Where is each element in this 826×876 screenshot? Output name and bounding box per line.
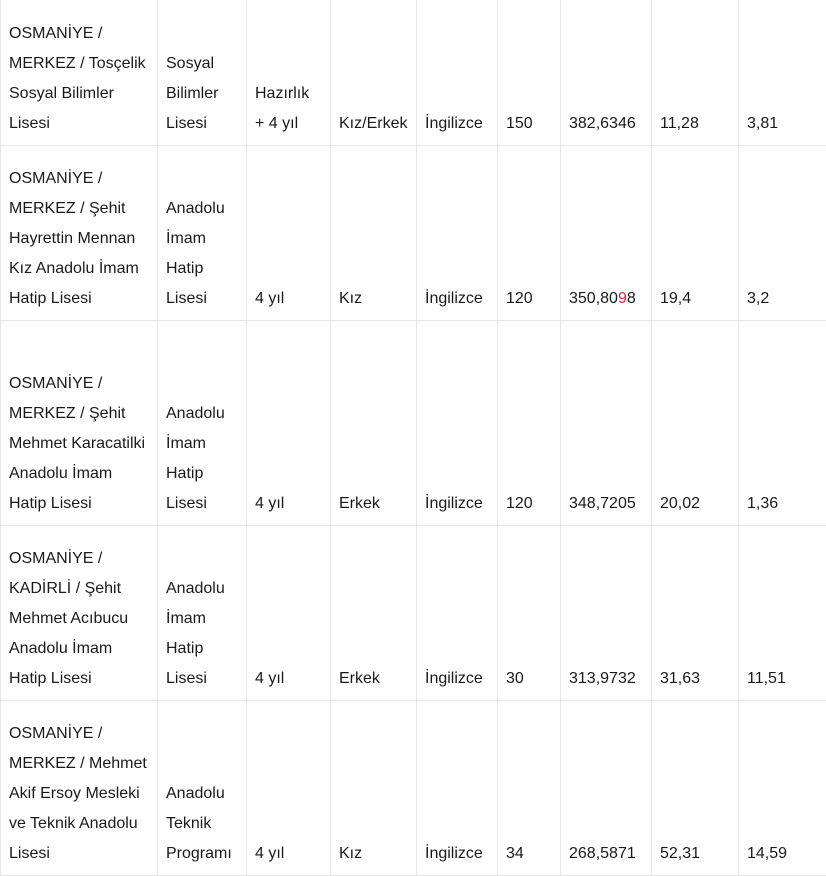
quota-cell: 120 (498, 146, 561, 321)
school-type-cell: Anadolu İmam Hatip Lisesi (158, 146, 247, 321)
ratio-cell: 14,59 (739, 701, 826, 876)
percentile-cell: 31,63 (652, 526, 739, 701)
table-row (1, 0, 826, 146)
table-row (1, 526, 826, 701)
table-row (1, 701, 826, 876)
score-cell: 348,7205 (561, 321, 652, 526)
score-cell (561, 146, 652, 321)
ratio-cell: 1,36 (739, 321, 826, 526)
score-highlight-digit: 9 (618, 290, 627, 307)
percentile-cell: 11,28 (652, 0, 739, 146)
duration-cell: 4 yıl (247, 146, 331, 321)
gender-cell: Kız (331, 701, 417, 876)
score-main: 350,80 (569, 290, 618, 307)
duration-cell: 4 yıl (247, 526, 331, 701)
quota-cell: 30 (498, 526, 561, 701)
score-cell: 268,5871 (561, 701, 652, 876)
percentile-cell: 20,02 (652, 321, 739, 526)
language-cell: İngilizce (417, 146, 498, 321)
school-type-cell: Sosyal Bilimler Lisesi (158, 0, 247, 146)
percentile-cell: 52,31 (652, 701, 739, 876)
score-end: 8 (627, 290, 636, 307)
school-name-cell: OSMANİYE / KADİRLİ / Şehit Mehmet Acıbucu Anadolu İmam Hatip Lisesi (1, 526, 158, 701)
quota-cell: 120 (498, 321, 561, 526)
language-cell: İngilizce (417, 701, 498, 876)
duration-cell: Hazırlık + 4 yıl (247, 0, 331, 146)
school-type-cell: Anadolu İmam Hatip Lisesi (158, 526, 247, 701)
score-cell: 382,6346 (561, 0, 652, 146)
percentile-cell: 19,4 (652, 146, 739, 321)
table-row (1, 321, 826, 526)
quota-cell: 34 (498, 701, 561, 876)
school-name-cell: OSMANİYE / MERKEZ / Şehit Hayrettin Mennan Kız Anadolu İmam Hatip Lisesi (1, 146, 158, 321)
table-row (1, 146, 826, 321)
school-name-cell: OSMANİYE / MERKEZ / Tosçelik Sosyal Bilimler Lisesi (1, 0, 158, 146)
duration-cell: 4 yıl (247, 701, 331, 876)
score-cell: 313,9732 (561, 526, 652, 701)
ratio-cell: 11,51 (739, 526, 826, 701)
school-name-cell: OSMANİYE / MERKEZ / Mehmet Akif Ersoy Mesleki ve Teknik Anadolu Lisesi (1, 701, 158, 876)
ratio-cell: 3,81 (739, 0, 826, 146)
school-name-cell: OSMANİYE / MERKEZ / Şehit Mehmet Karacatilki Anadolu İmam Hatip Lisesi (1, 321, 158, 526)
language-cell: İngilizce (417, 0, 498, 146)
quota-cell: 150 (498, 0, 561, 146)
language-cell: İngilizce (417, 526, 498, 701)
duration-cell: 4 yıl (247, 321, 331, 526)
ratio-cell: 3,2 (739, 146, 826, 321)
gender-cell: Kız (331, 146, 417, 321)
school-type-cell: Anadolu Teknik Programı (158, 701, 247, 876)
language-cell: İngilizce (417, 321, 498, 526)
gender-cell: Kız/Erkek (331, 0, 417, 146)
gender-cell: Erkek (331, 321, 417, 526)
school-type-cell: Anadolu İmam Hatip Lisesi (158, 321, 247, 526)
gender-cell: Erkek (331, 526, 417, 701)
